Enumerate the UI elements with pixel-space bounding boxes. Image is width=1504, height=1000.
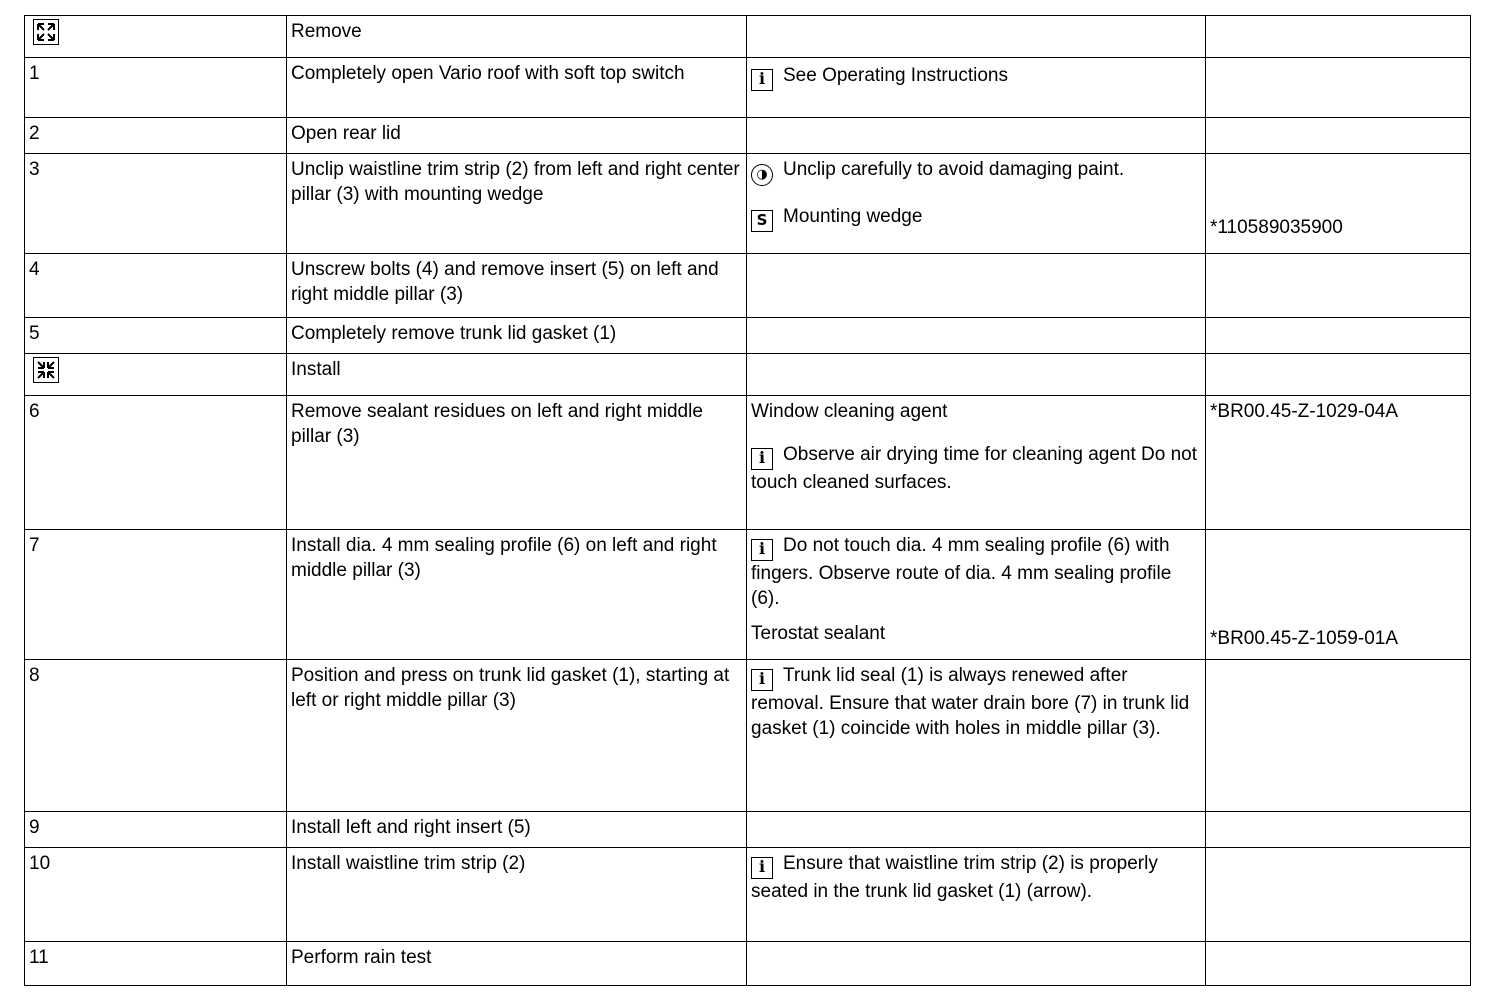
notes-cell <box>747 16 1206 58</box>
notes-cell: i Trunk lid seal (1) is always renewed after removal. Ensure that water drain bore (7) in trunk lid gasket (1) coincide with holes in middle pillar (3). <box>747 660 1206 812</box>
action-cell: Unscrew bolts (4) and remove insert (5) on left and right middle pillar (3) <box>287 254 747 318</box>
tool-icon: S <box>751 210 773 232</box>
notes-cell <box>747 942 1206 986</box>
action-cell: Install dia. 4 mm sealing profile (6) on left and right middle pillar (3) <box>287 530 747 660</box>
notes-cell: i Ensure that waistline trim strip (2) is properly seated in the trunk lid gasket (1) (arrow). <box>747 848 1206 942</box>
info-icon: i <box>751 448 773 470</box>
code-cell <box>1206 58 1471 118</box>
action-cell: Completely open Vario roof with soft top switch <box>287 58 747 118</box>
step-cell <box>25 354 287 396</box>
table-row <box>25 16 1471 58</box>
action-cell: Unclip waistline trim strip (2) from left and right center pillar (3) with mounting wedge <box>287 154 747 254</box>
code-cell <box>1206 318 1471 354</box>
step-cell: 10 <box>25 848 287 942</box>
action-cell: Install left and right insert (5) <box>287 812 747 848</box>
code-cell <box>1206 254 1471 318</box>
info-icon: i <box>751 69 773 91</box>
procedure-table <box>24 15 1471 986</box>
notes-cell <box>747 354 1206 396</box>
action-cell: Open rear lid <box>287 118 747 154</box>
info-icon: i <box>751 669 773 691</box>
action-cell: Install <box>287 354 747 396</box>
action-cell: Position and press on trunk lid gasket (1), starting at left or right middle pillar (3) <box>287 660 747 812</box>
notes-cell: ◑ Unclip carefully to avoid damaging paint. S Mounting wedge <box>747 154 1206 254</box>
action-cell: Remove sealant residues on left and right middle pillar (3) <box>287 396 747 530</box>
table-row <box>25 318 1471 354</box>
collapse-arrows-icon <box>33 357 59 383</box>
code-cell <box>1206 354 1471 396</box>
table-row <box>25 154 1471 254</box>
table-row <box>25 848 1471 942</box>
notes-cell: i Do not touch dia. 4 mm sealing profile (6) with fingers. Observe route of dia. 4 mm sealing profile (6). Terostat sealant <box>747 530 1206 660</box>
step-cell: 3 <box>25 154 287 254</box>
step-cell: 6 <box>25 396 287 530</box>
notes-cell: i See Operating Instructions <box>747 58 1206 118</box>
table-row <box>25 254 1471 318</box>
step-cell: 9 <box>25 812 287 848</box>
table-row <box>25 660 1471 812</box>
code-cell <box>1206 118 1471 154</box>
step-cell: 7 <box>25 530 287 660</box>
step-cell: 1 <box>25 58 287 118</box>
code-cell <box>1206 942 1471 986</box>
notes-cell <box>747 118 1206 154</box>
notes-cell <box>747 318 1206 354</box>
action-cell: Completely remove trunk lid gasket (1) <box>287 318 747 354</box>
code-cell: *110589035900 <box>1206 154 1471 254</box>
expand-arrows-icon <box>33 19 59 45</box>
info-icon: i <box>751 857 773 879</box>
table-row <box>25 354 1471 396</box>
action-cell: Remove <box>287 16 747 58</box>
step-cell <box>25 16 287 58</box>
step-cell: 11 <box>25 942 287 986</box>
notes-cell <box>747 254 1206 318</box>
step-cell: 2 <box>25 118 287 154</box>
code-cell <box>1206 660 1471 812</box>
code-cell <box>1206 812 1471 848</box>
info-icon: i <box>751 539 773 561</box>
code-cell <box>1206 16 1471 58</box>
notes-cell: Window cleaning agent i Observe air drying time for cleaning agent Do not touch cleaned surfaces. <box>747 396 1206 530</box>
code-cell <box>1206 848 1471 942</box>
action-cell: Install waistline trim strip (2) <box>287 848 747 942</box>
caution-icon: ◑ <box>751 164 773 186</box>
table-row <box>25 118 1471 154</box>
action-cell: Perform rain test <box>287 942 747 986</box>
notes-cell <box>747 812 1206 848</box>
table-row <box>25 812 1471 848</box>
table-row <box>25 396 1471 530</box>
table-row <box>25 530 1471 660</box>
table-row <box>25 58 1471 118</box>
step-cell: 5 <box>25 318 287 354</box>
code-cell: *BR00.45-Z-1029-04A <box>1206 396 1471 530</box>
code-cell: *BR00.45-Z-1059-01A <box>1206 530 1471 660</box>
step-cell: 8 <box>25 660 287 812</box>
step-cell: 4 <box>25 254 287 318</box>
table-row <box>25 942 1471 986</box>
